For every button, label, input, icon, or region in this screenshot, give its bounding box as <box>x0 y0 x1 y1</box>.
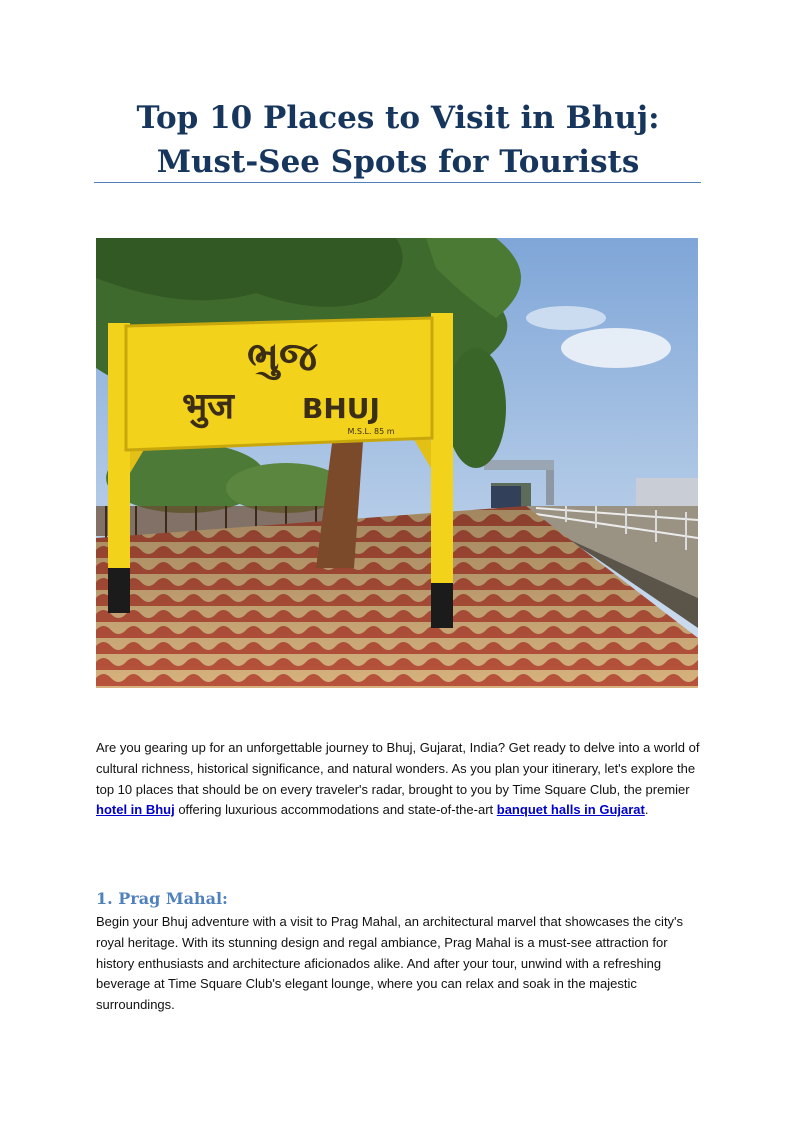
sign-post-right <box>431 313 453 628</box>
banquet-halls-link[interactable]: banquet halls in Gujarat <box>496 802 645 818</box>
intro-text-3: . <box>644 802 649 818</box>
page-title: Top 10 Places to Visit in Bhuj: Must-See Spots for Tourists <box>136 100 660 180</box>
intro-text-1: Are you gearing up for an unforgettable journey to Bhuj, Gujarat, India? Get ready to delve into a world of cultural richness, historical significance, and natural wonders. As you plan your itinerary, let's explore the top 10 places that should be on every traveler's radar, brought to you by Time Square Club, the premier <box>96 740 700 797</box>
sign-text-gujarati: ભુજ <box>247 334 317 380</box>
section-heading-prag-mahal: 1. Prag Mahal: <box>96 889 228 908</box>
sign-text-elevation: M.S.L. 85 m <box>347 427 395 436</box>
sign-text-english: BHUJ <box>302 392 380 425</box>
title-divider <box>94 182 701 183</box>
hero-image-bhuj-station <box>96 238 698 688</box>
intro-text-2: offering luxurious accommodations and state-of-the-art <box>174 802 497 818</box>
sign-text-hindi: भुज <box>181 386 235 427</box>
section-body-prag-mahal: Begin your Bhuj adventure with a visit to Prag Mahal, an architectural marvel that showcases the city's royal heritage. With its stunning design and regal ambiance, Prag Mahal is a must-see attraction for history enthusiasts and architecture aficionados alike. And after your tour, unwind with a refreshing beverage at Time Square Club's elegant lounge, where you can relax and soak in the majestic surroundings. <box>96 914 684 1013</box>
intro-paragraph <box>96 738 700 821</box>
hotel-in-bhuj-link[interactable]: hotel in Bhuj <box>96 802 175 818</box>
